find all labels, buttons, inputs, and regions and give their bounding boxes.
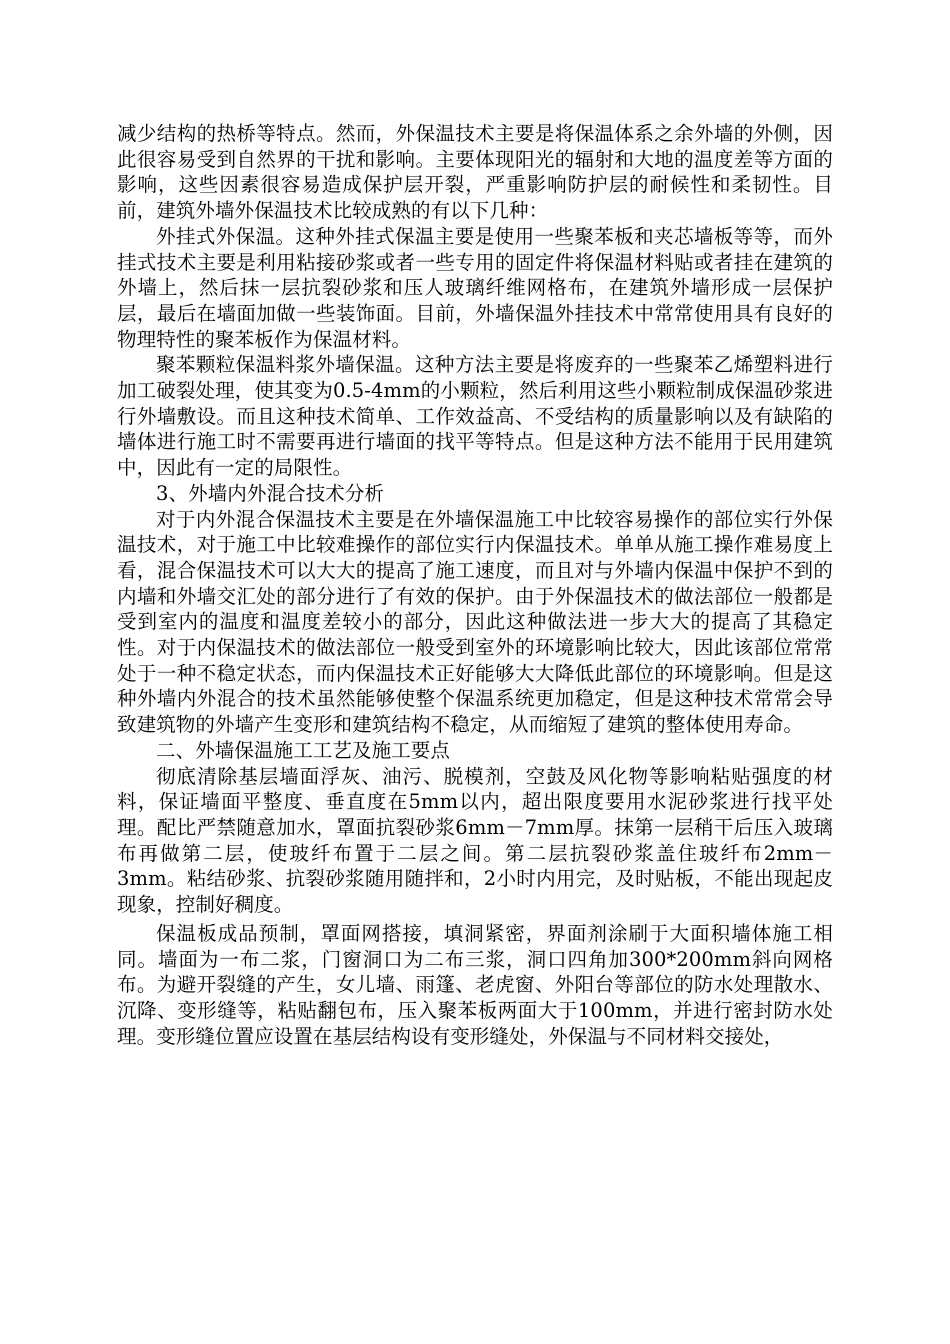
paragraph-base-cleaning: 彻底清除基层墙面浮灰、油污、脱模剂，空鼓及风化物等影响粘贴强度的材料，保证墙面平整度、垂直度在5mm以内，超出限度要用水泥砂浆进行找平处理。配比严禁随意加水，罩面抗裂砂浆6mm－7mm厚。抹第一层稍干后压入玻璃布再做第二层，使玻纤布置于二层之间。第二层抗裂砂浆盖住玻纤布2mm－3mm。粘结砂浆、抗裂砂浆随用随拌和，2小时内用完，及时贴板，不能出现起皮现象，控制好稠度。 xyxy=(117,764,833,917)
document-page xyxy=(117,121,833,1049)
paragraph-prefab-board: 保温板成品预制，罩面网搭接，填洞紧密，界面剂涂刷于大面积墙体施工相同。墙面为一布二浆，门窗洞口为二布三浆，洞口四角加300*200mm斜向网格布。为避开裂缝的产生，女儿墙、雨篷、老虎窗、外阳台等部位的防水处理散水、沉降、变形缝等，粘贴翻包布，压入聚苯板两面大于100mm，并进行密封防水处理。变形缝位置应设置在基层结构设有变形缝处，外保温与不同材料交接处， xyxy=(117,921,833,1048)
paragraph-hanging-insulation: 外挂式外保温。这种外挂式保温主要是使用一些聚苯板和夹芯墙板等等，而外挂式技术主要是利用粘接砂浆或者一些专用的固定件将保温材料贴或者挂在建筑的外墙上，然后抹一层抗裂砂浆和压人玻璃纤维网格布，在建筑外墙形成一层保护层，最后在墙面加做一些装饰面。目前，外墙保温外挂技术中常常使用具有良好的物理特性的聚苯板作为保温材料。 xyxy=(117,224,833,351)
paragraph-mixed-insulation: 对于内外混合保温技术主要是在外墙保温施工中比较容易操作的部位实行外保温技术，对于施工中比较难操作的部位实行内保温技术。单单从施工操作难易度上看，混合保温技术可以大大的提高了施工速度，而且对与外墙内保温中保护不到的内墙和外墙交汇处的部分进行了有效的保护。由于外保温技术的做法部位一般都是受到室内的温度和温度差较小的部分，因此这种做法进一步大大的提高了其稳定性。对于内保温技术的做法部位一般受到室外的环境影响比较大，因此该部位常常处于一种不稳定状态，而内保温技术正好能够大大降低此部位的环境影响。但是这种外墙内外混合的技术虽然能够使整个保温系统更加稳定，但是这种技术常常会导致建筑物的外墙产生变形和建筑结构不稳定，从而缩短了建筑的整体使用寿命。 xyxy=(117,507,833,737)
section-heading-construction-process: 二、外墙保温施工工艺及施工要点 xyxy=(156,738,451,762)
paragraph-eps-particle-insulation: 聚苯颗粒保温料浆外墙保温。这种方法主要是将废弃的一些聚苯乙烯塑料进行加工破裂处理，使其变为0.5-4mm的小颗粒，然后利用这些小颗粒制成保温砂浆进行外墙敷设。而且这种技术简单、工作效益高、不受结构的质量影响以及有缺陷的墙体进行施工时不需要再进行墙面的找平等特点。但是这种方法不能用于民用建筑中，因此有一定的局限性。 xyxy=(117,353,833,480)
paragraph-continued-intro: 减少结构的热桥等特点。然而，外保温技术主要是将保温体系之余外墙的外侧，因此很容易受到自然界的干扰和影响。主要体现阳光的辐射和大地的温度差等方面的影响，这些因素很容易造成保护层开裂，严重影响防护层的耐候性和柔韧性。目前，建筑外墙外保温技术比较成熟的有以下几种： xyxy=(117,122,833,223)
section-heading-mixed-technique: 3、外墙内外混合技术分析 xyxy=(156,481,385,505)
